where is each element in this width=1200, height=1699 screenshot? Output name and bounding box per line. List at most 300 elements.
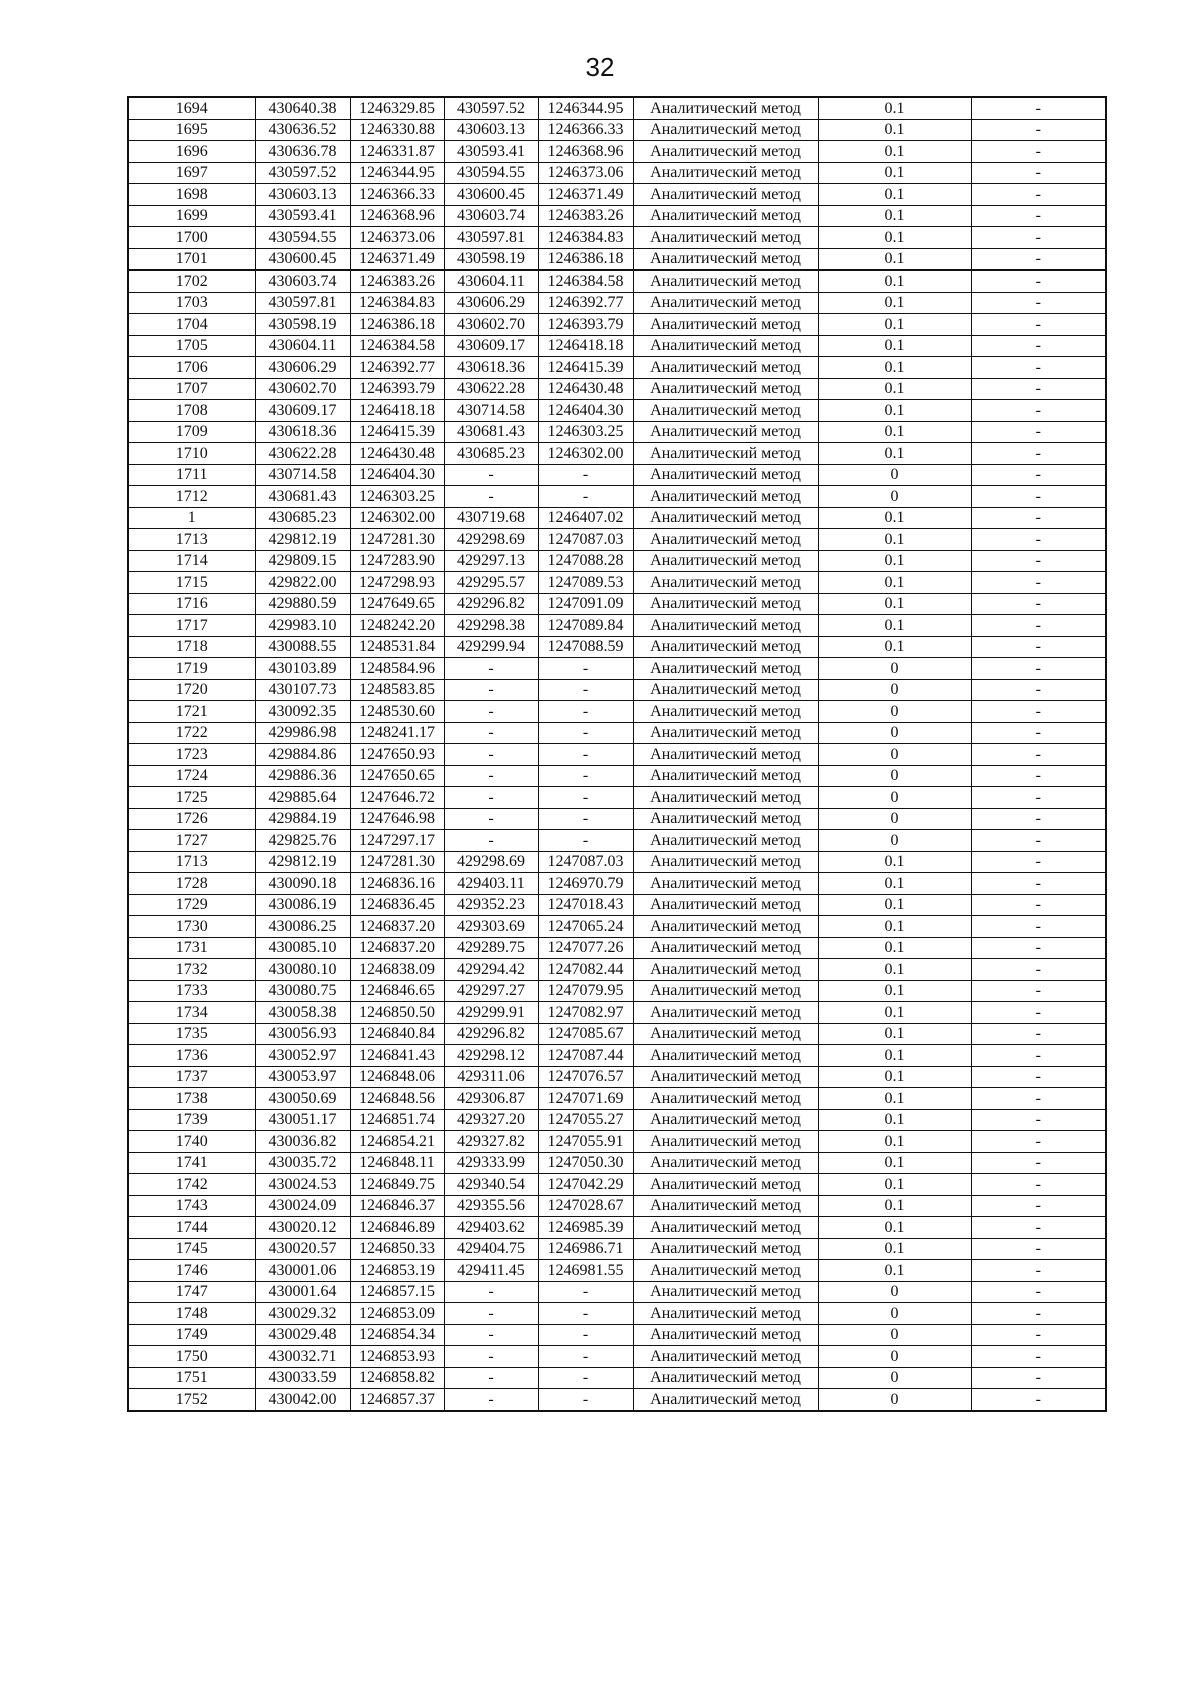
- y-end-cell: 1247089.53: [538, 572, 633, 594]
- note-cell: -: [971, 765, 1106, 787]
- x-start-cell: 430056.93: [255, 1023, 350, 1045]
- method-cell: Аналитический метод: [633, 421, 818, 443]
- y-end-cell: -: [538, 787, 633, 809]
- y-start-cell: 1246846.37: [350, 1195, 444, 1217]
- error-cell: 0: [818, 1324, 971, 1346]
- point-number-cell: 1703: [128, 292, 255, 314]
- error-cell: 0.1: [818, 378, 971, 400]
- y-end-cell: -: [538, 1324, 633, 1346]
- note-cell: -: [971, 314, 1106, 336]
- note-cell: -: [971, 205, 1106, 227]
- y-start-cell: 1246854.21: [350, 1131, 444, 1153]
- table-row: [128, 765, 1106, 787]
- note-cell: -: [971, 443, 1106, 465]
- table-row: [128, 1023, 1106, 1045]
- x-start-cell: 430598.19: [255, 314, 350, 336]
- x-start-cell: 429885.64: [255, 787, 350, 809]
- point-number-cell: 1698: [128, 184, 255, 206]
- note-cell: -: [971, 636, 1106, 658]
- y-start-cell: 1246853.93: [350, 1346, 444, 1368]
- method-cell: Аналитический метод: [633, 1045, 818, 1067]
- table-row: [128, 830, 1106, 852]
- x-end-cell: 429333.99: [444, 1152, 538, 1174]
- error-cell: 0: [818, 658, 971, 680]
- note-cell: -: [971, 1238, 1106, 1260]
- y-end-cell: 1247076.57: [538, 1066, 633, 1088]
- y-start-cell: 1248531.84: [350, 636, 444, 658]
- y-end-cell: 1246970.79: [538, 873, 633, 895]
- table-row: [128, 722, 1106, 744]
- y-start-cell: 1246373.06: [350, 227, 444, 249]
- table-row: [128, 400, 1106, 422]
- y-start-cell: 1246302.00: [350, 507, 444, 529]
- point-number-cell: 1702: [128, 270, 255, 292]
- y-end-cell: 1246371.49: [538, 184, 633, 206]
- x-start-cell: 430051.17: [255, 1109, 350, 1131]
- y-start-cell: 1246384.83: [350, 292, 444, 314]
- error-cell: 0.1: [818, 421, 971, 443]
- method-cell: Аналитический метод: [633, 486, 818, 508]
- table-row: [128, 851, 1106, 873]
- point-number-cell: 1708: [128, 400, 255, 422]
- table-row: [128, 1174, 1106, 1196]
- y-start-cell: 1246384.58: [350, 335, 444, 357]
- table-row: [128, 1389, 1106, 1411]
- method-cell: Аналитический метод: [633, 615, 818, 637]
- y-end-cell: 1247082.97: [538, 1002, 633, 1024]
- point-number-cell: 1749: [128, 1324, 255, 1346]
- table-row: [128, 701, 1106, 723]
- table-row: [128, 1088, 1106, 1110]
- method-cell: Аналитический метод: [633, 851, 818, 873]
- x-start-cell: 430597.81: [255, 292, 350, 314]
- note-cell: -: [971, 615, 1106, 637]
- x-end-cell: 430719.68: [444, 507, 538, 529]
- table-row: [128, 1324, 1106, 1346]
- point-number-cell: 1694: [128, 97, 255, 119]
- y-start-cell: 1246404.30: [350, 464, 444, 486]
- x-start-cell: 430086.25: [255, 916, 350, 938]
- table-row: [128, 378, 1106, 400]
- note-cell: -: [971, 227, 1106, 249]
- y-start-cell: 1246841.43: [350, 1045, 444, 1067]
- error-cell: 0.1: [818, 314, 971, 336]
- y-start-cell: 1246848.11: [350, 1152, 444, 1174]
- method-cell: Аналитический метод: [633, 357, 818, 379]
- method-cell: Аналитический метод: [633, 507, 818, 529]
- table-row: [128, 443, 1106, 465]
- table-row: [128, 97, 1106, 119]
- table-row: [128, 248, 1106, 270]
- point-number-cell: 1712: [128, 486, 255, 508]
- note-cell: -: [971, 119, 1106, 141]
- x-end-cell: 430597.81: [444, 227, 538, 249]
- error-cell: 0.1: [818, 1195, 971, 1217]
- table-row: [128, 593, 1106, 615]
- y-end-cell: 1246384.58: [538, 270, 633, 292]
- x-start-cell: 430603.13: [255, 184, 350, 206]
- error-cell: 0.1: [818, 1109, 971, 1131]
- y-start-cell: 1246393.79: [350, 378, 444, 400]
- table-row: [128, 314, 1106, 336]
- method-cell: Аналитический метод: [633, 937, 818, 959]
- point-number-cell: 1731: [128, 937, 255, 959]
- y-start-cell: 1246386.18: [350, 314, 444, 336]
- note-cell: -: [971, 937, 1106, 959]
- y-start-cell: 1246846.65: [350, 980, 444, 1002]
- error-cell: 0.1: [818, 550, 971, 572]
- table-row: [128, 335, 1106, 357]
- method-cell: Аналитический метод: [633, 400, 818, 422]
- y-start-cell: 1248241.17: [350, 722, 444, 744]
- error-cell: 0.1: [818, 162, 971, 184]
- table-row: [128, 184, 1106, 206]
- x-end-cell: 430609.17: [444, 335, 538, 357]
- y-start-cell: 1246371.49: [350, 248, 444, 270]
- error-cell: 0.1: [818, 119, 971, 141]
- note-cell: -: [971, 97, 1106, 119]
- point-number-cell: 1725: [128, 787, 255, 809]
- y-end-cell: 1246366.33: [538, 119, 633, 141]
- x-start-cell: 430085.10: [255, 937, 350, 959]
- y-end-cell: -: [538, 830, 633, 852]
- y-start-cell: 1247281.30: [350, 529, 444, 551]
- error-cell: 0.1: [818, 529, 971, 551]
- method-cell: Аналитический метод: [633, 959, 818, 981]
- x-end-cell: 429299.91: [444, 1002, 538, 1024]
- note-cell: -: [971, 357, 1106, 379]
- y-start-cell: 1247649.65: [350, 593, 444, 615]
- y-start-cell: 1246853.19: [350, 1260, 444, 1282]
- y-end-cell: 1247050.30: [538, 1152, 633, 1174]
- method-cell: Аналитический метод: [633, 1002, 818, 1024]
- error-cell: 0: [818, 701, 971, 723]
- x-end-cell: -: [444, 722, 538, 744]
- x-end-cell: -: [444, 765, 538, 787]
- method-cell: Аналитический метод: [633, 1346, 818, 1368]
- method-cell: Аналитический метод: [633, 1303, 818, 1325]
- y-end-cell: -: [538, 658, 633, 680]
- error-cell: 0.1: [818, 959, 971, 981]
- point-number-cell: 1738: [128, 1088, 255, 1110]
- table-row: [128, 205, 1106, 227]
- y-start-cell: 1246430.48: [350, 443, 444, 465]
- x-start-cell: 430080.10: [255, 959, 350, 981]
- method-cell: Аналитический метод: [633, 744, 818, 766]
- point-number-cell: 1697: [128, 162, 255, 184]
- x-end-cell: 429327.82: [444, 1131, 538, 1153]
- y-start-cell: 1247650.65: [350, 765, 444, 787]
- error-cell: 0: [818, 1303, 971, 1325]
- x-start-cell: 430001.64: [255, 1281, 350, 1303]
- x-end-cell: -: [444, 830, 538, 852]
- y-end-cell: 1247077.26: [538, 937, 633, 959]
- x-end-cell: 429296.82: [444, 1023, 538, 1045]
- note-cell: -: [971, 572, 1106, 594]
- point-number-cell: 1717: [128, 615, 255, 637]
- x-start-cell: 430636.52: [255, 119, 350, 141]
- y-end-cell: 1246985.39: [538, 1217, 633, 1239]
- x-start-cell: 430024.09: [255, 1195, 350, 1217]
- y-start-cell: 1246838.09: [350, 959, 444, 981]
- x-start-cell: 429809.15: [255, 550, 350, 572]
- x-end-cell: 430622.28: [444, 378, 538, 400]
- y-start-cell: 1246854.34: [350, 1324, 444, 1346]
- x-start-cell: 429884.86: [255, 744, 350, 766]
- y-end-cell: -: [538, 808, 633, 830]
- x-end-cell: -: [444, 744, 538, 766]
- error-cell: 0.1: [818, 1002, 971, 1024]
- table-row: [128, 1066, 1106, 1088]
- x-start-cell: 430593.41: [255, 205, 350, 227]
- table-row: [128, 744, 1106, 766]
- x-end-cell: 429298.12: [444, 1045, 538, 1067]
- table-body: [128, 97, 1106, 1411]
- method-cell: Аналитический метод: [633, 1324, 818, 1346]
- point-number-cell: 1711: [128, 464, 255, 486]
- x-start-cell: 430053.97: [255, 1066, 350, 1088]
- note-cell: -: [971, 335, 1106, 357]
- x-end-cell: 430603.74: [444, 205, 538, 227]
- error-cell: 0.1: [818, 937, 971, 959]
- error-cell: 0.1: [818, 1066, 971, 1088]
- method-cell: Аналитический метод: [633, 1367, 818, 1389]
- table-row: [128, 1152, 1106, 1174]
- note-cell: -: [971, 1023, 1106, 1045]
- y-end-cell: -: [538, 701, 633, 723]
- table-row: [128, 1195, 1106, 1217]
- note-cell: -: [971, 679, 1106, 701]
- y-start-cell: 1248584.96: [350, 658, 444, 680]
- y-start-cell: 1246330.88: [350, 119, 444, 141]
- x-end-cell: 429411.45: [444, 1260, 538, 1282]
- x-end-cell: 429327.20: [444, 1109, 538, 1131]
- x-start-cell: 430609.17: [255, 400, 350, 422]
- note-cell: -: [971, 916, 1106, 938]
- method-cell: Аналитический метод: [633, 162, 818, 184]
- method-cell: Аналитический метод: [633, 1131, 818, 1153]
- method-cell: Аналитический метод: [633, 658, 818, 680]
- point-number-cell: 1732: [128, 959, 255, 981]
- method-cell: Аналитический метод: [633, 873, 818, 895]
- note-cell: -: [971, 486, 1106, 508]
- y-start-cell: 1246857.37: [350, 1389, 444, 1411]
- error-cell: 0.1: [818, 572, 971, 594]
- table-row: [128, 270, 1106, 292]
- y-start-cell: 1246846.89: [350, 1217, 444, 1239]
- note-cell: -: [971, 421, 1106, 443]
- y-start-cell: 1248583.85: [350, 679, 444, 701]
- method-cell: Аналитический метод: [633, 119, 818, 141]
- error-cell: 0.1: [818, 1238, 971, 1260]
- error-cell: 0.1: [818, 1152, 971, 1174]
- x-start-cell: 430636.78: [255, 141, 350, 163]
- method-cell: Аналитический метод: [633, 1152, 818, 1174]
- y-end-cell: 1247042.29: [538, 1174, 633, 1196]
- point-number-cell: 1721: [128, 701, 255, 723]
- table-row: [128, 529, 1106, 551]
- table-row: [128, 658, 1106, 680]
- y-end-cell: 1247085.67: [538, 1023, 633, 1045]
- error-cell: 0.1: [818, 1023, 971, 1045]
- table-row: [128, 1281, 1106, 1303]
- x-end-cell: -: [444, 679, 538, 701]
- error-cell: 0.1: [818, 292, 971, 314]
- table-row: [128, 572, 1106, 594]
- error-cell: 0: [818, 722, 971, 744]
- note-cell: -: [971, 1389, 1106, 1411]
- y-start-cell: 1246837.20: [350, 916, 444, 938]
- method-cell: Аналитический метод: [633, 550, 818, 572]
- y-start-cell: 1246344.95: [350, 162, 444, 184]
- y-start-cell: 1246850.33: [350, 1238, 444, 1260]
- point-number-cell: 1746: [128, 1260, 255, 1282]
- note-cell: -: [971, 1195, 1106, 1217]
- x-end-cell: 429352.23: [444, 894, 538, 916]
- x-start-cell: 430090.18: [255, 873, 350, 895]
- method-cell: Аналитический метод: [633, 97, 818, 119]
- method-cell: Аналитический метод: [633, 1195, 818, 1217]
- x-end-cell: -: [444, 1346, 538, 1368]
- point-number-cell: 1716: [128, 593, 255, 615]
- x-end-cell: -: [444, 1367, 538, 1389]
- point-number-cell: 1751: [128, 1367, 255, 1389]
- x-start-cell: 430042.00: [255, 1389, 350, 1411]
- method-cell: Аналитический метод: [633, 378, 818, 400]
- error-cell: 0.1: [818, 980, 971, 1002]
- method-cell: Аналитический метод: [633, 916, 818, 938]
- y-start-cell: 1246853.09: [350, 1303, 444, 1325]
- y-end-cell: 1247089.84: [538, 615, 633, 637]
- x-end-cell: 429403.62: [444, 1217, 538, 1239]
- y-start-cell: 1246840.84: [350, 1023, 444, 1045]
- x-start-cell: 430603.74: [255, 270, 350, 292]
- table-row: [128, 141, 1106, 163]
- table-row: [128, 1109, 1106, 1131]
- point-number-cell: 1718: [128, 636, 255, 658]
- y-end-cell: 1246386.18: [538, 248, 633, 270]
- error-cell: 0.1: [818, 636, 971, 658]
- method-cell: Аналитический метод: [633, 292, 818, 314]
- error-cell: 0: [818, 679, 971, 701]
- x-start-cell: 430107.73: [255, 679, 350, 701]
- x-end-cell: 430594.55: [444, 162, 538, 184]
- point-number-cell: 1722: [128, 722, 255, 744]
- x-end-cell: 429311.06: [444, 1066, 538, 1088]
- error-cell: 0.1: [818, 894, 971, 916]
- note-cell: -: [971, 980, 1106, 1002]
- x-start-cell: 430086.19: [255, 894, 350, 916]
- method-cell: Аналитический метод: [633, 701, 818, 723]
- error-cell: 0.1: [818, 507, 971, 529]
- y-end-cell: -: [538, 744, 633, 766]
- method-cell: Аналитический метод: [633, 894, 818, 916]
- x-start-cell: 429886.36: [255, 765, 350, 787]
- point-number-cell: 1750: [128, 1346, 255, 1368]
- y-start-cell: 1246331.87: [350, 141, 444, 163]
- x-start-cell: 430594.55: [255, 227, 350, 249]
- table-row: [128, 636, 1106, 658]
- y-start-cell: 1246329.85: [350, 97, 444, 119]
- x-end-cell: 429403.11: [444, 873, 538, 895]
- x-start-cell: 430024.53: [255, 1174, 350, 1196]
- y-end-cell: 1246981.55: [538, 1260, 633, 1282]
- note-cell: -: [971, 959, 1106, 981]
- table-row: [128, 486, 1106, 508]
- point-number-cell: 1: [128, 507, 255, 529]
- error-cell: 0.1: [818, 615, 971, 637]
- table-row: [128, 980, 1106, 1002]
- method-cell: Аналитический метод: [633, 1109, 818, 1131]
- method-cell: Аналитический метод: [633, 808, 818, 830]
- method-cell: Аналитический метод: [633, 248, 818, 270]
- x-end-cell: 429296.82: [444, 593, 538, 615]
- table-row: [128, 1346, 1106, 1368]
- x-end-cell: 429306.87: [444, 1088, 538, 1110]
- x-end-cell: -: [444, 701, 538, 723]
- error-cell: 0.1: [818, 916, 971, 938]
- error-cell: 0: [818, 765, 971, 787]
- point-number-cell: 1728: [128, 873, 255, 895]
- x-start-cell: 430604.11: [255, 335, 350, 357]
- note-cell: -: [971, 1109, 1106, 1131]
- y-end-cell: 1246303.25: [538, 421, 633, 443]
- table-row: [128, 808, 1106, 830]
- x-end-cell: 430681.43: [444, 421, 538, 443]
- y-end-cell: -: [538, 1389, 633, 1411]
- note-cell: -: [971, 787, 1106, 809]
- y-start-cell: 1246415.39: [350, 421, 444, 443]
- method-cell: Аналитический метод: [633, 1217, 818, 1239]
- note-cell: -: [971, 141, 1106, 163]
- note-cell: -: [971, 873, 1106, 895]
- table-row: [128, 357, 1106, 379]
- point-number-cell: 1736: [128, 1045, 255, 1067]
- x-start-cell: 430080.75: [255, 980, 350, 1002]
- note-cell: -: [971, 851, 1106, 873]
- note-cell: -: [971, 744, 1106, 766]
- method-cell: Аналитический метод: [633, 1238, 818, 1260]
- note-cell: -: [971, 507, 1106, 529]
- x-end-cell: 430606.29: [444, 292, 538, 314]
- y-start-cell: 1247646.98: [350, 808, 444, 830]
- point-number-cell: 1701: [128, 248, 255, 270]
- x-start-cell: 429880.59: [255, 593, 350, 615]
- y-end-cell: 1246407.02: [538, 507, 633, 529]
- point-number-cell: 1733: [128, 980, 255, 1002]
- error-cell: 0.1: [818, 97, 971, 119]
- x-end-cell: 430597.52: [444, 97, 538, 119]
- point-number-cell: 1709: [128, 421, 255, 443]
- method-cell: Аналитический метод: [633, 980, 818, 1002]
- x-start-cell: 430029.32: [255, 1303, 350, 1325]
- note-cell: -: [971, 248, 1106, 270]
- method-cell: Аналитический метод: [633, 593, 818, 615]
- x-start-cell: 429884.19: [255, 808, 350, 830]
- x-end-cell: -: [444, 486, 538, 508]
- table-row: [128, 1238, 1106, 1260]
- x-start-cell: 429822.00: [255, 572, 350, 594]
- x-start-cell: 430052.97: [255, 1045, 350, 1067]
- x-start-cell: 430035.72: [255, 1152, 350, 1174]
- x-end-cell: 429404.75: [444, 1238, 538, 1260]
- x-start-cell: 430681.43: [255, 486, 350, 508]
- coordinates-table: [127, 96, 1107, 1412]
- y-end-cell: 1247087.03: [538, 529, 633, 551]
- point-number-cell: 1734: [128, 1002, 255, 1024]
- table-row: [128, 1260, 1106, 1282]
- x-start-cell: 430036.82: [255, 1131, 350, 1153]
